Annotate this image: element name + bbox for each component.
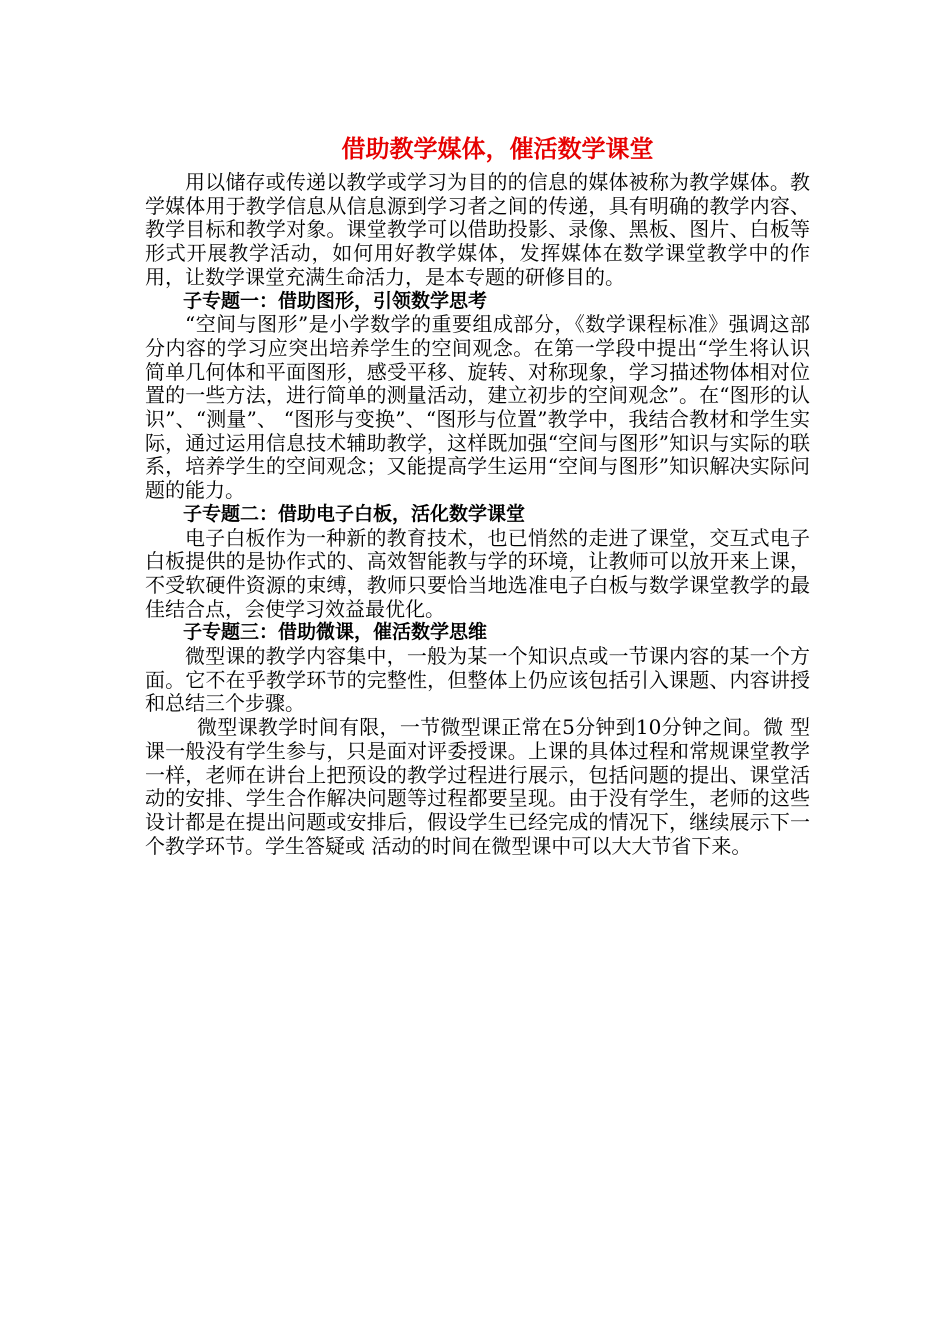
section-3-paragraph-2: 微型课教学时间有限，一节微型课正常在5分钟到10分钟之间。微 型课一般没有学生参与，只是面对评委授课。上课的具体过程和常规课堂教学一样，老师在讲台上把预设的教学过程进行展示，包括问题的提出、课堂活动的安排、学生合作解决问题等过程都要呈现。由于没有学生，老师的这些设计都是在提出问题或安排后，假设学生已经完成的情况下，继续展示下一个教学环节。学生答疑或 活动的时间在微型课中可以大大节省下来。 xyxy=(145,715,810,858)
document-page xyxy=(145,133,810,858)
section-1-paragraph-1: “空间与图形”是小学数学的重要组成部分，《数学课程标准》强调这部分内容的学习应突出培养学生的空间观念。在第一学段中提出“学生将认识简单几何体和平面图形，感受平移、旋转、对称现象，学习描述物体相对位置的一些方法，进行简单的测量活动，建立初步的空间观念”。在“图形的认识”、“测量”、 “图形与变换”、“图形与位置”教学中，我结合教材和学生实际，通过运用信息技术辅助教学，这样既加强“空间与图形”知识与实际的联系，培养学生的空间观念；又能提高学生运用“空间与图形”知识解决实际问题的能力。 xyxy=(145,312,810,503)
intro-paragraph: 用以储存或传递以教学或学习为目的的信息的媒体被称为教学媒体。教学媒体用于教学信息从信息源到学习者之间的传递，具有明确的教学内容、教学目标和教学对象。课堂教学可以借助投影、录像、黑板、图片、白板等形式开展教学活动，如何用好教学媒体，发挥媒体在数学课堂教学中的作用，让数学课堂充满生命活力，是本专题的研修目的。 xyxy=(145,170,810,289)
section-heading-3: 子专题三：借助微课，催活数学思维 xyxy=(183,621,488,644)
document-title: 借助教学媒体，催活数学课堂 xyxy=(341,135,654,163)
section-3-paragraph-1: 微型课的教学内容集中，一般为某一个知识点或一节课内容的某一个方面。它不在乎教学环节的完整性，但整体上仍应该包括引入课题、内容讲授和总结三个步骤。 xyxy=(145,644,810,716)
section-2-paragraph-1: 电子白板作为一种新的教育技术，也已悄然的走进了课堂，交互式电子白板提供的是协作式的、高效智能教与学的环境，让教师可以放开来上课，不受软硬件资源的束缚，教师只要恰当地选准电子白板与数学课堂教学的最佳结合点，会使学习效益最优化。 xyxy=(145,525,810,621)
section-heading-2: 子专题二：借助电子白板，活化数学课堂 xyxy=(183,502,526,525)
section-heading-1: 子专题一：借助图形，引领数学思考 xyxy=(183,289,488,312)
